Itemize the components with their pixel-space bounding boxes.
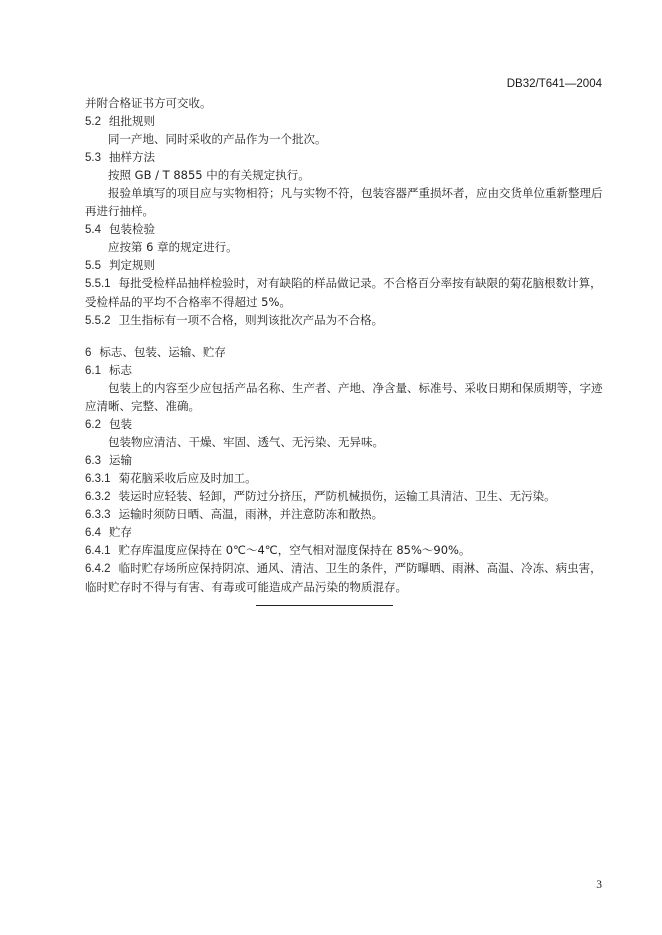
clause-number: 5.3 — [85, 152, 101, 164]
section-heading — [85, 415, 605, 433]
clause-text: 卫生指标有一项不合格，则判该批次产品为不合格。 — [118, 313, 384, 327]
clause-number: 6.4.1 — [85, 545, 111, 557]
paragraph — [85, 94, 605, 112]
paragraph — [85, 130, 605, 148]
clause-text: 贮存库温度应保持在 0℃～4℃，空气相对湿度保持在 85%～90%。 — [118, 543, 471, 557]
section-heading — [85, 343, 605, 361]
clause-number: 6 — [85, 347, 92, 359]
clause-number: 6.4 — [85, 527, 101, 539]
page-number: 3 — [596, 879, 602, 891]
clause-text: 包装物应清洁、干燥、牢固、透气、无污染、无异味。 — [108, 435, 384, 449]
clause-text: 并附合格证书方可交收。 — [85, 96, 212, 110]
section-heading — [85, 112, 605, 130]
clause-number: 6.3.2 — [85, 491, 111, 503]
clause-number: 6.3 — [85, 455, 101, 467]
clause-text: 包装 — [109, 417, 132, 431]
clause-text: 菊花脑采收后应及时加工。 — [118, 471, 257, 485]
clause-text: 同一产地、同时采收的产品作为一个批次。 — [108, 132, 327, 146]
clause-number: 5.2 — [85, 116, 101, 128]
paragraph — [85, 469, 605, 487]
document-body — [85, 94, 605, 596]
paragraph — [85, 311, 605, 329]
clause-number: 6.3.1 — [85, 473, 111, 485]
clause-text: 运输 — [109, 453, 132, 467]
clause-number: 5.5.1 — [85, 278, 111, 290]
clause-text: 包装检验 — [109, 222, 155, 236]
clause-number: 6.4.2 — [85, 563, 111, 575]
section-heading — [85, 256, 605, 274]
end-rule — [256, 605, 393, 606]
clause-text: 每批受检样品抽样检验时，对有缺陷的样品做记录。不合格百分率按有缺限的菊花脑根数计算，受检样品的平均不合格率不得超过 5%。 — [85, 276, 602, 309]
clause-text: 报验单填写的项目应与实物相符；凡与实物不符，包装容器严重损坏者，应由交货单位重新整理后再进行抽样。 — [85, 186, 603, 218]
clause-text: 按照 GB / T 8855 中的有关规定执行。 — [108, 168, 310, 182]
clause-text: 标志、包装、运输、贮存 — [99, 345, 226, 359]
clause-number: 6.1 — [85, 365, 101, 377]
paragraph — [85, 238, 605, 256]
section-heading — [85, 451, 605, 469]
clause-text: 应按第 6 章的规定进行。 — [108, 240, 238, 254]
paragraph — [85, 541, 605, 559]
paragraph — [85, 274, 605, 311]
clause-text: 贮存 — [109, 525, 132, 539]
clause-number: 5.4 — [85, 224, 101, 236]
clause-text: 标志 — [109, 363, 132, 377]
standard-code: DB32/T641—2004 — [506, 78, 602, 90]
clause-number: 5.5 — [85, 260, 101, 272]
paragraph — [85, 184, 605, 220]
clause-text: 临时贮存场所应保持阴凉、通风、清洁、卫生的条件，严防曝晒、雨淋、高温、冷冻、病虫害，临时贮存时不得与有害、有毒或可能造成产品污染的物质混存。 — [85, 561, 602, 594]
paragraph — [85, 505, 605, 523]
paragraph — [85, 433, 605, 451]
clause-number: 6.3.3 — [85, 509, 111, 521]
clause-text: 组批规则 — [109, 114, 155, 128]
paragraph — [85, 379, 605, 415]
clause-text: 装运时应轻装、轻卸，严防过分挤压，严防机械损伤，运输工具清洁、卫生、无污染。 — [118, 489, 556, 503]
paragraph — [85, 166, 605, 184]
clause-text: 包装上的内容至少应包括产品名称、生产者、产地、净含量、标准号、采收日期和保质期等，字迹应清晰、完整、准确。 — [85, 381, 603, 413]
section-heading — [85, 220, 605, 238]
section-heading — [85, 361, 605, 379]
clause-number: 6.2 — [85, 419, 101, 431]
clause-text: 运输时须防日晒、高温，雨淋，并注意防冻和散热。 — [118, 507, 384, 521]
paragraph — [85, 559, 605, 596]
clause-number: 5.5.2 — [85, 315, 111, 327]
clause-text: 抽样方法 — [109, 150, 155, 164]
section-heading — [85, 148, 605, 166]
paragraph — [85, 487, 605, 505]
clause-text: 判定规则 — [109, 258, 155, 272]
section-heading — [85, 523, 605, 541]
